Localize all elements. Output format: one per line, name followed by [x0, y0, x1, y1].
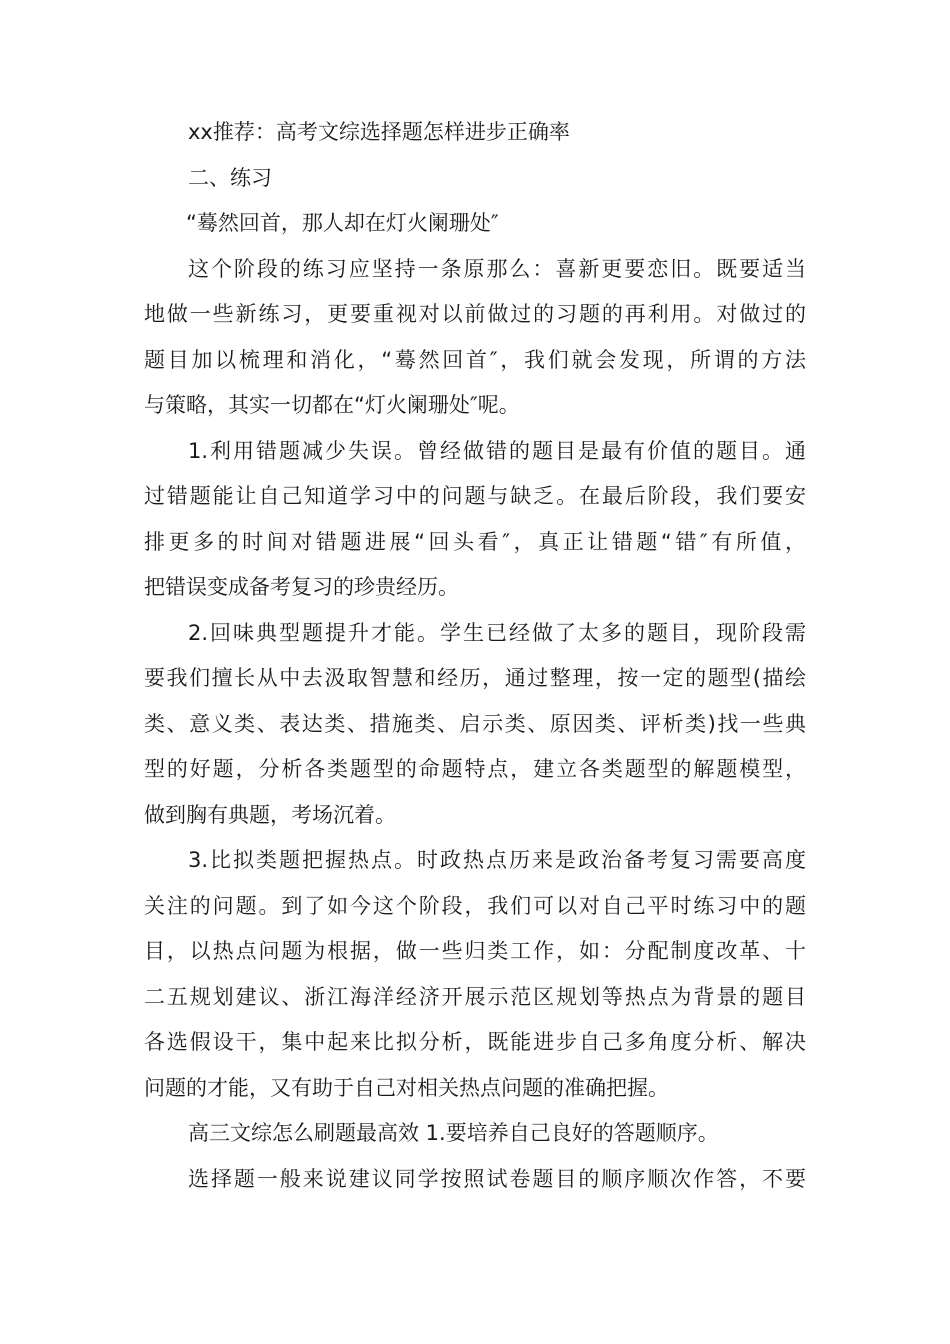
paragraph-4-line: 二五规划建议、浙江海洋经济开展示范区规划等热点为背景的题目 [144, 984, 806, 1009]
paragraph-6-line: 选择题一般来说建议同学按照试卷题目的顺序顺次作答，不要 [188, 1166, 806, 1191]
paragraph-4-line: 目，以热点问题为根据，做一些归类工作，如：分配制度改革、十 [144, 939, 806, 963]
paragraph-2-line: 排更多的时间对错题进展“回头看″，真正让错题“错″有所值， [144, 529, 806, 554]
paragraph-2-line: 过错题能让自己知道学习中的问题与缺乏。在最后阶段，我们要安 [144, 484, 806, 508]
paragraph-2-line: 1.利用错题减少失误。曾经做错的题目是最有价值的题目。通 [188, 438, 806, 463]
paragraph-1-line: 这个阶段的练习应坚持一条原那么：喜新更要恋旧。既要适当 [188, 256, 806, 281]
paragraph-1-line: 题目加以梳理和消化，“蓦然回首″，我们就会发现，所谓的方法 [144, 347, 806, 372]
paragraph-4-line: 关注的问题。到了如今这个阶段，我们可以对自己平时练习中的题 [144, 893, 806, 918]
quote-line: “蓦然回首，那人却在灯火阑珊处″ [186, 211, 499, 235]
paragraph-3-line: 类、意义类、表达类、措施类、启示类、原因类、评析类)找一些典 [144, 711, 806, 736]
paragraph-3-line: 做到胸有典题，考场沉着。 [144, 802, 396, 827]
paragraph-5-line: 高三文综怎么刷题最高效 1.要培养自己良好的答题顺序。 [188, 1121, 719, 1145]
paragraph-3-line: 型的好题，分析各类题型的命题特点，建立各类题型的解题模型， [144, 757, 806, 781]
paragraph-2-line: 把错误变成备考复习的珍贵经历。 [144, 575, 459, 599]
section-heading: 二、练习 [188, 165, 272, 190]
paragraph-4-line: 问题的才能，又有助于自己对相关热点问题的准确把握。 [144, 1075, 669, 1100]
paragraph-4-line: 各选假设干，集中起来比拟分析，既能进步自己多角度分析、解决 [144, 1030, 806, 1054]
paragraph-1-line: 与策略，其实一切都在“灯火阑珊处″呢。 [144, 393, 520, 417]
paragraph-3-line: 2.回味典型题提升才能。学生已经做了太多的题目，现阶段需 [188, 620, 806, 645]
document-body [144, 110, 806, 1202]
paragraph-4-line: 3.比拟类题把握热点。时政热点历来是政治备考复习需要高度 [188, 848, 806, 872]
paragraph-3-line: 要我们擅长从中去汲取智慧和经历，通过整理，按一定的题型(描绘 [144, 666, 806, 690]
paragraph-1-line: 地做一些新练习，更要重视对以前做过的习题的再利用。对做过的 [144, 302, 806, 326]
intro-line: xx推荐：高考文综选择题怎样进步正确率 [188, 120, 570, 144]
